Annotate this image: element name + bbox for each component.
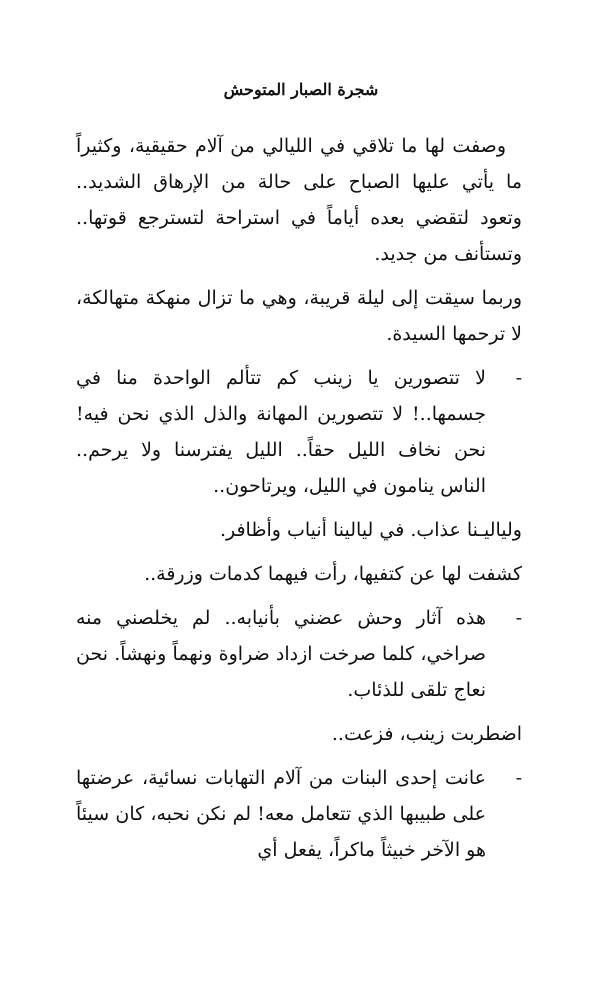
paragraph: ولياليـنا عذاب. في ليالينا أنياب وأظافر.	[219, 519, 522, 541]
page-body	[76, 128, 522, 876]
dialogue-block	[76, 360, 522, 504]
dialogue-dash: -	[515, 367, 522, 389]
paragraph: وصفت لها ما تلاقي في الليالي من آلام حقيقية، وكثيراً ما يأتي عليها الصباح على حالة من الإرهاق الشديد.. وتعود لتقضي بعده أياماً في استراحة لتسترجع قوتها.. وتستأنف من جديد.	[76, 135, 522, 265]
paragraph: وربما سيقت إلى ليلة قريبة، وهي ما تزال منهكة متهالكة، لا ترحمها السيدة.	[76, 287, 522, 345]
paragraph: كشفت لها عن كتفيها، رأت فيهما كدمات وزرقة..	[144, 563, 522, 585]
paragraph: اضطربت زينب، فزعت..	[331, 723, 522, 745]
dialogue-dash: -	[515, 767, 522, 789]
dialogue-dash: -	[515, 607, 522, 629]
dialogue-text: هذه آثار وحش عضني بأنيابه.. لم يخلصني منه صراخي، كلما صرخت ازداد ضراوة ونهماً ونهشاً. نحن نعاج تلقى للذئاب.	[76, 607, 486, 701]
running-header-title: شجرة الصبار المتوحش	[223, 80, 379, 99]
dialogue-text: عانت إحدى البنات من آلام التهابات نسائية، عرضتها على طبيبها الذي تتعامل معه! لم نكن نحبه، كان سيئاً هو الآخر خبيثاً ماكراً، يفعل أي	[76, 767, 486, 861]
dialogue-block	[76, 600, 522, 708]
dialogue-text: لا تتصورين يا زينب كم تتألم الواحدة منا في جسمها..! لا تتصورين المهانة والذل الذي نحن فيه! نحن نخاف الليل حقاً.. الليل يفترسنا ولا يرحم.. الناس ينامون في الليل، ويرتاحون..	[76, 367, 486, 497]
dialogue-block	[76, 760, 522, 868]
